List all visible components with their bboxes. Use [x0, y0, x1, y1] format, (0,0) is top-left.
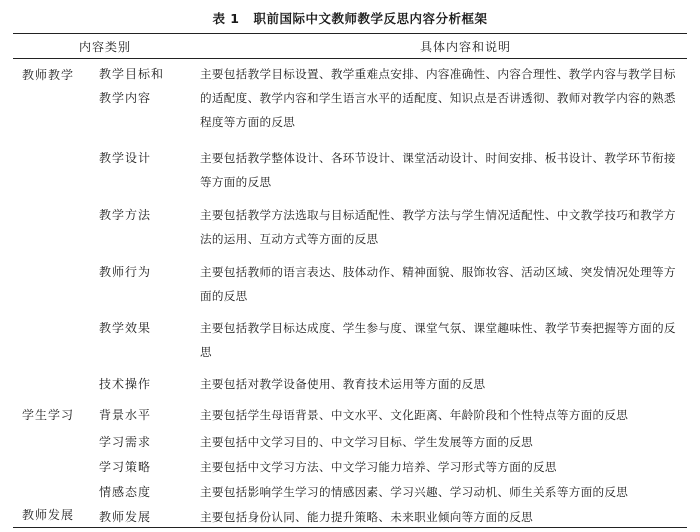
description-cell: 主要包括身份认同、能力提升策略、未来职业倾向等方面的反思 — [200, 510, 534, 524]
bottom-rule — [13, 527, 687, 528]
description-cell: 主要包括教学目标设置、教学重难点安排、内容准确性、内容合理性、教学内容与教学目标的适配度、教学内容和学生语言水平的适配度、知识点是否讲透彻、教师对教学内容的熟悉程度等方面的反思 — [200, 67, 676, 129]
subcategory-label: 教学效果 — [99, 321, 152, 335]
description-cell: 主要包括教学目标达成度、学生参与度、课堂气氛、课堂趣味性、教学节奏把握等方面的反思 — [200, 321, 676, 359]
subcategory-label: 学习策略 — [99, 460, 152, 474]
description-cell: 主要包括教学整体设计、各环节设计、课堂活动设计、时间安排、板书设计、教学环节衔接等方面的反思 — [200, 151, 676, 189]
subcategory-label: 教师行为 — [99, 265, 152, 279]
description-cell: 主要包括对教学设备使用、教育技术运用等方面的反思 — [200, 377, 486, 391]
table-number: 表 1 — [212, 11, 240, 26]
description-cell: 主要包括中文学习目的、中文学习目标、学生发展等方面的反思 — [200, 435, 534, 449]
subcategory-label: 学习需求 — [99, 435, 152, 449]
description-cell: 主要包括学生母语背景、中文水平、文化距离、年龄阶段和个性特点等方面的反思 — [200, 408, 629, 422]
subcategory-label: 情感态度 — [99, 485, 152, 499]
subcategory-label: 教学目标和 教学内容 — [99, 67, 165, 105]
category-label: 教师发展 — [22, 508, 75, 522]
top-rule — [13, 33, 687, 34]
subcategory-label: 教师发展 — [99, 510, 152, 524]
category-label: 教师教学 — [22, 68, 75, 82]
subcategory-label: 技术操作 — [99, 377, 152, 391]
description-cell: 主要包括教学方法选取与目标适配性、教学方法与学生情况适配性、中文教学技巧和教学方法的运用、互动方式等方面的反思 — [200, 208, 676, 246]
header-rule — [13, 58, 687, 59]
category-label: 学生学习 — [22, 408, 75, 422]
description-cell: 主要包括影响学生学习的情感因素、学习兴趣、学习动机、师生关系等方面的反思 — [200, 485, 629, 499]
header-content-category: 内容类别 — [79, 40, 132, 54]
table-title — [0, 9, 700, 27]
subcategory-label: 教学方法 — [99, 208, 152, 222]
description-cell: 主要包括教师的语言表达、肢体动作、精神面貌、服饰妆容、活动区域、突发情况处理等方面的反思 — [200, 265, 676, 303]
header-details: 具体内容和说明 — [420, 40, 512, 54]
table-caption: 职前国际中文教师教学反思内容分析框架 — [253, 11, 488, 26]
subcategory-label: 教学设计 — [99, 151, 152, 165]
description-cell: 主要包括中文学习方法、中文学习能力培养、学习形式等方面的反思 — [200, 460, 557, 474]
subcategory-label: 背景水平 — [99, 408, 152, 422]
